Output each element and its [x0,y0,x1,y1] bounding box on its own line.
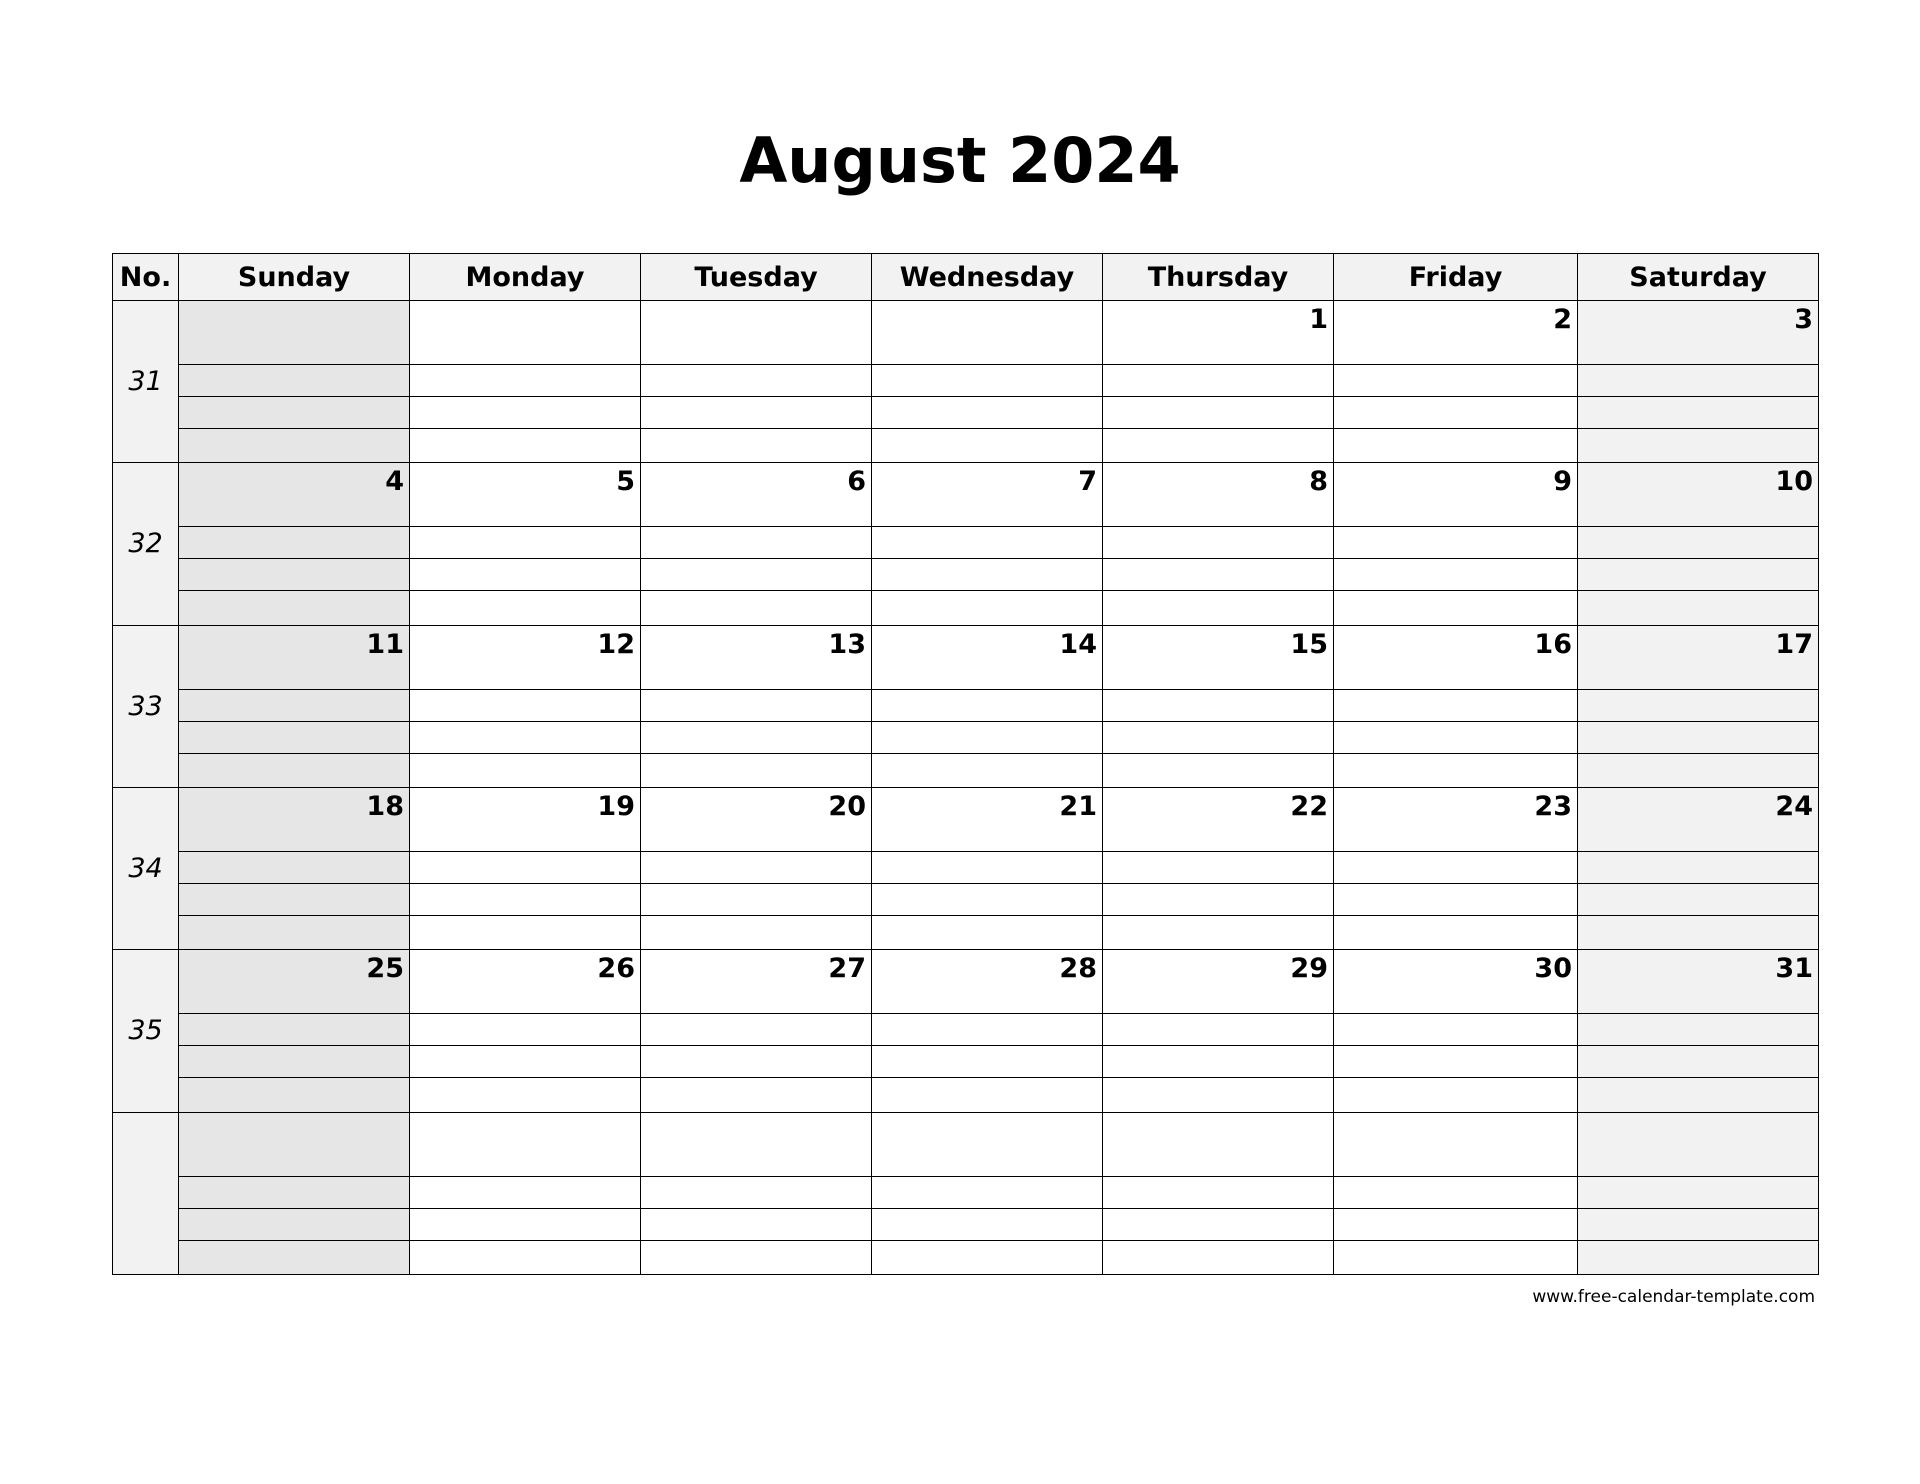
note-line[interactable] [1103,1045,1333,1077]
day-cell-tuesday[interactable] [641,787,872,949]
day-number: 20 [828,790,866,822]
note-line[interactable] [1334,558,1577,590]
day-number: 1 [1309,304,1328,335]
note-line[interactable] [1103,851,1333,883]
day-cell-monday[interactable] [410,1112,641,1274]
note-line[interactable] [1103,753,1333,785]
note-line[interactable] [872,1045,1102,1077]
day-cell-sunday[interactable] [179,463,410,625]
day-number: 24 [1775,790,1813,822]
day-cell-thursday[interactable] [1103,463,1334,625]
day-number: 13 [828,628,866,660]
day-cell-tuesday[interactable] [641,1112,872,1274]
day-number: 23 [1534,790,1572,822]
note-line[interactable] [1334,883,1577,915]
day-cell-wednesday[interactable] [872,950,1103,1112]
day-number: 31 [1775,953,1813,985]
note-line[interactable] [1578,1240,1818,1272]
day-cell-friday[interactable] [1334,301,1578,463]
week-row [113,1112,1819,1274]
day-number: 28 [1059,953,1097,985]
note-line[interactable] [1334,1013,1577,1045]
day-cell-wednesday[interactable] [872,625,1103,787]
day-cell-sunday[interactable] [179,301,410,463]
note-line[interactable] [1334,428,1577,460]
week-number [113,1112,179,1274]
header-row [113,254,1819,301]
week-row [113,625,1819,787]
note-line[interactable] [179,1176,409,1208]
day-number [1578,1113,1818,1176]
note-line[interactable] [410,851,640,883]
note-line[interactable] [1103,883,1333,915]
footer-credit: www.free-calendar-template.com [1532,1287,1815,1307]
note-line[interactable] [1103,590,1333,622]
note-line[interactable] [1578,753,1818,785]
note-line[interactable] [1334,590,1577,622]
note-line[interactable] [1103,1176,1333,1208]
header-friday: Friday [1334,254,1578,301]
note-line[interactable] [1578,396,1818,428]
note-line[interactable] [179,1077,409,1109]
day-number: 11 [366,628,404,660]
day-cell-wednesday[interactable] [872,301,1103,463]
note-line[interactable] [179,1045,409,1077]
note-line[interactable] [1103,396,1333,428]
note-line[interactable] [1578,364,1818,396]
day-number [872,301,1102,364]
note-line[interactable] [872,915,1102,947]
calendar-title: August 2024 [739,124,1181,197]
day-cell-monday[interactable] [410,625,641,787]
note-line[interactable] [410,1013,640,1045]
week-row [113,950,1819,1112]
day-number: 26 [597,953,635,985]
note-line[interactable] [179,883,409,915]
note-line[interactable] [1334,1208,1577,1240]
note-line[interactable] [1334,753,1577,785]
week-number: 31 [113,301,179,463]
note-line[interactable] [410,915,640,947]
note-line[interactable] [1578,721,1818,753]
note-line[interactable] [641,428,871,460]
note-line[interactable] [641,1077,871,1109]
header-wednesday: Wednesday [872,254,1103,301]
day-cell-saturday[interactable] [1578,950,1819,1112]
week-row [113,463,1819,625]
day-number: 15 [1290,628,1328,660]
note-line[interactable] [410,753,640,785]
note-line[interactable] [1578,883,1818,915]
day-number: 7 [1078,466,1097,498]
note-line[interactable] [1578,428,1818,460]
note-line[interactable] [410,1240,640,1272]
note-line[interactable] [641,558,871,590]
note-line[interactable] [1103,1208,1333,1240]
day-cell-thursday[interactable] [1103,1112,1334,1274]
note-line[interactable] [1103,526,1333,558]
note-line[interactable] [1103,689,1333,721]
note-line[interactable] [179,1240,409,1272]
note-line[interactable] [1334,689,1577,721]
day-cell-saturday[interactable] [1578,301,1819,463]
note-line[interactable] [1578,1045,1818,1077]
note-line[interactable] [1334,1077,1577,1109]
day-number: 14 [1059,628,1097,660]
day-number: 17 [1775,628,1813,660]
day-cell-monday[interactable] [410,950,641,1112]
day-cell-friday[interactable] [1334,787,1578,949]
day-number [179,1113,409,1176]
note-line[interactable] [872,558,1102,590]
calendar-grid [112,253,1819,1275]
note-line[interactable] [1103,558,1333,590]
note-line[interactable] [641,753,871,785]
note-line[interactable] [641,689,871,721]
note-line[interactable] [1578,1077,1818,1109]
header-sunday: Sunday [179,254,410,301]
day-number [410,1113,640,1176]
note-line[interactable] [641,396,871,428]
note-line[interactable] [410,396,640,428]
note-line[interactable] [410,721,640,753]
note-line[interactable] [641,364,871,396]
day-cell-thursday[interactable] [1103,625,1334,787]
week-number: 32 [113,463,179,625]
note-line[interactable] [410,1176,640,1208]
note-line[interactable] [1334,915,1577,947]
note-line[interactable] [1103,364,1333,396]
note-line[interactable] [872,1240,1102,1272]
note-line[interactable] [410,1077,640,1109]
day-number: 29 [1290,953,1328,985]
day-number: 3 [1794,304,1813,335]
day-cell-thursday[interactable] [1103,950,1334,1112]
note-line[interactable] [1334,851,1577,883]
day-number: 12 [597,628,635,660]
note-line[interactable] [1578,689,1818,721]
day-cell-monday[interactable] [410,301,641,463]
note-line[interactable] [641,1013,871,1045]
note-line[interactable] [1578,851,1818,883]
note-line[interactable] [1103,1240,1333,1272]
week-number: 33 [113,625,179,787]
note-line[interactable] [179,689,409,721]
note-line[interactable] [641,1176,871,1208]
note-line[interactable] [641,1045,871,1077]
day-number: 21 [1059,790,1097,822]
note-line[interactable] [872,883,1102,915]
day-cell-monday[interactable] [410,787,641,949]
note-line[interactable] [872,721,1102,753]
day-cell-sunday[interactable] [179,625,410,787]
note-line[interactable] [872,526,1102,558]
note-line[interactable] [641,1240,871,1272]
note-line[interactable] [1334,1045,1577,1077]
day-number: 5 [616,466,635,498]
note-line[interactable] [872,1013,1102,1045]
note-line[interactable] [179,558,409,590]
note-line[interactable] [179,428,409,460]
day-cell-monday[interactable] [410,463,641,625]
day-number: 19 [597,790,635,822]
note-line[interactable] [1578,915,1818,947]
note-line[interactable] [1334,721,1577,753]
note-line[interactable] [410,428,640,460]
note-line[interactable] [1103,915,1333,947]
note-line[interactable] [1103,1013,1333,1045]
day-number: 4 [385,466,404,498]
note-line[interactable] [872,689,1102,721]
note-line[interactable] [641,851,871,883]
day-number [1103,1113,1333,1176]
note-line[interactable] [872,590,1102,622]
note-line[interactable] [410,689,640,721]
day-number: 2 [1553,304,1572,335]
header-thursday: Thursday [1103,254,1334,301]
day-number: 25 [366,953,404,985]
note-line[interactable] [410,1045,640,1077]
header-saturday: Saturday [1578,254,1819,301]
day-cell-wednesday[interactable] [872,463,1103,625]
note-line[interactable] [410,1208,640,1240]
note-line[interactable] [872,1208,1102,1240]
week-number: 34 [113,787,179,949]
day-cell-sunday[interactable] [179,950,410,1112]
day-cell-sunday[interactable] [179,787,410,949]
note-line[interactable] [1103,428,1333,460]
note-line[interactable] [641,590,871,622]
day-number: 8 [1309,466,1328,498]
note-line[interactable] [1578,1176,1818,1208]
note-line[interactable] [1578,526,1818,558]
note-line[interactable] [872,428,1102,460]
day-number: 30 [1534,953,1572,985]
note-line[interactable] [872,753,1102,785]
note-line[interactable] [410,883,640,915]
day-cell-saturday[interactable] [1578,1112,1819,1274]
week-row [113,787,1819,949]
day-cell-tuesday[interactable] [641,301,872,463]
note-line[interactable] [872,851,1102,883]
note-line[interactable] [1334,1240,1577,1272]
week-row [113,301,1819,463]
day-cell-wednesday[interactable] [872,787,1103,949]
day-number: 18 [366,790,404,822]
note-line[interactable] [872,1176,1102,1208]
note-line[interactable] [410,364,640,396]
note-line[interactable] [1578,1013,1818,1045]
day-cell-thursday[interactable] [1103,301,1334,463]
day-cell-tuesday[interactable] [641,625,872,787]
note-line[interactable] [872,364,1102,396]
day-cell-friday[interactable] [1334,625,1578,787]
day-cell-sunday[interactable] [179,1112,410,1274]
day-cell-friday[interactable] [1334,950,1578,1112]
note-line[interactable] [641,721,871,753]
day-cell-friday[interactable] [1334,463,1578,625]
note-line[interactable] [872,1077,1102,1109]
note-line[interactable] [1103,721,1333,753]
note-line[interactable] [1578,1208,1818,1240]
day-cell-tuesday[interactable] [641,463,872,625]
day-cell-wednesday[interactable] [872,1112,1103,1274]
note-line[interactable] [1334,1176,1577,1208]
note-line[interactable] [179,364,409,396]
day-cell-saturday[interactable] [1578,787,1819,949]
day-cell-friday[interactable] [1334,1112,1578,1274]
note-line[interactable] [179,915,409,947]
day-cell-thursday[interactable] [1103,787,1334,949]
day-cell-tuesday[interactable] [641,950,872,1112]
day-number: 6 [847,466,866,498]
note-line[interactable] [1334,396,1577,428]
day-cell-saturday[interactable] [1578,463,1819,625]
header-tuesday: Tuesday [641,254,872,301]
note-line[interactable] [872,396,1102,428]
note-line[interactable] [641,1208,871,1240]
note-line[interactable] [1578,590,1818,622]
note-line[interactable] [410,558,640,590]
note-line[interactable] [1103,1077,1333,1109]
header-week-number: No. [113,254,179,301]
note-line[interactable] [1334,526,1577,558]
note-line[interactable] [179,590,409,622]
day-number [641,301,871,364]
day-number [641,1113,871,1176]
day-number: 27 [828,953,866,985]
day-number [1334,1113,1577,1176]
day-number [410,301,640,364]
day-number: 10 [1775,466,1813,498]
note-line[interactable] [1334,364,1577,396]
note-line[interactable] [179,721,409,753]
day-number: 16 [1534,628,1572,660]
note-line[interactable] [179,1208,409,1240]
day-number: 22 [1290,790,1328,822]
note-line[interactable] [410,526,640,558]
day-cell-saturday[interactable] [1578,625,1819,787]
note-line[interactable] [641,883,871,915]
note-line[interactable] [641,526,871,558]
note-line[interactable] [179,396,409,428]
week-number: 35 [113,950,179,1112]
note-line[interactable] [641,915,871,947]
note-line[interactable] [179,1013,409,1045]
header-monday: Monday [410,254,641,301]
note-line[interactable] [179,526,409,558]
day-number: 9 [1553,466,1572,498]
note-line[interactable] [179,753,409,785]
note-line[interactable] [1578,558,1818,590]
day-number [179,301,409,364]
note-line[interactable] [179,851,409,883]
day-number [872,1113,1102,1176]
note-line[interactable] [410,590,640,622]
